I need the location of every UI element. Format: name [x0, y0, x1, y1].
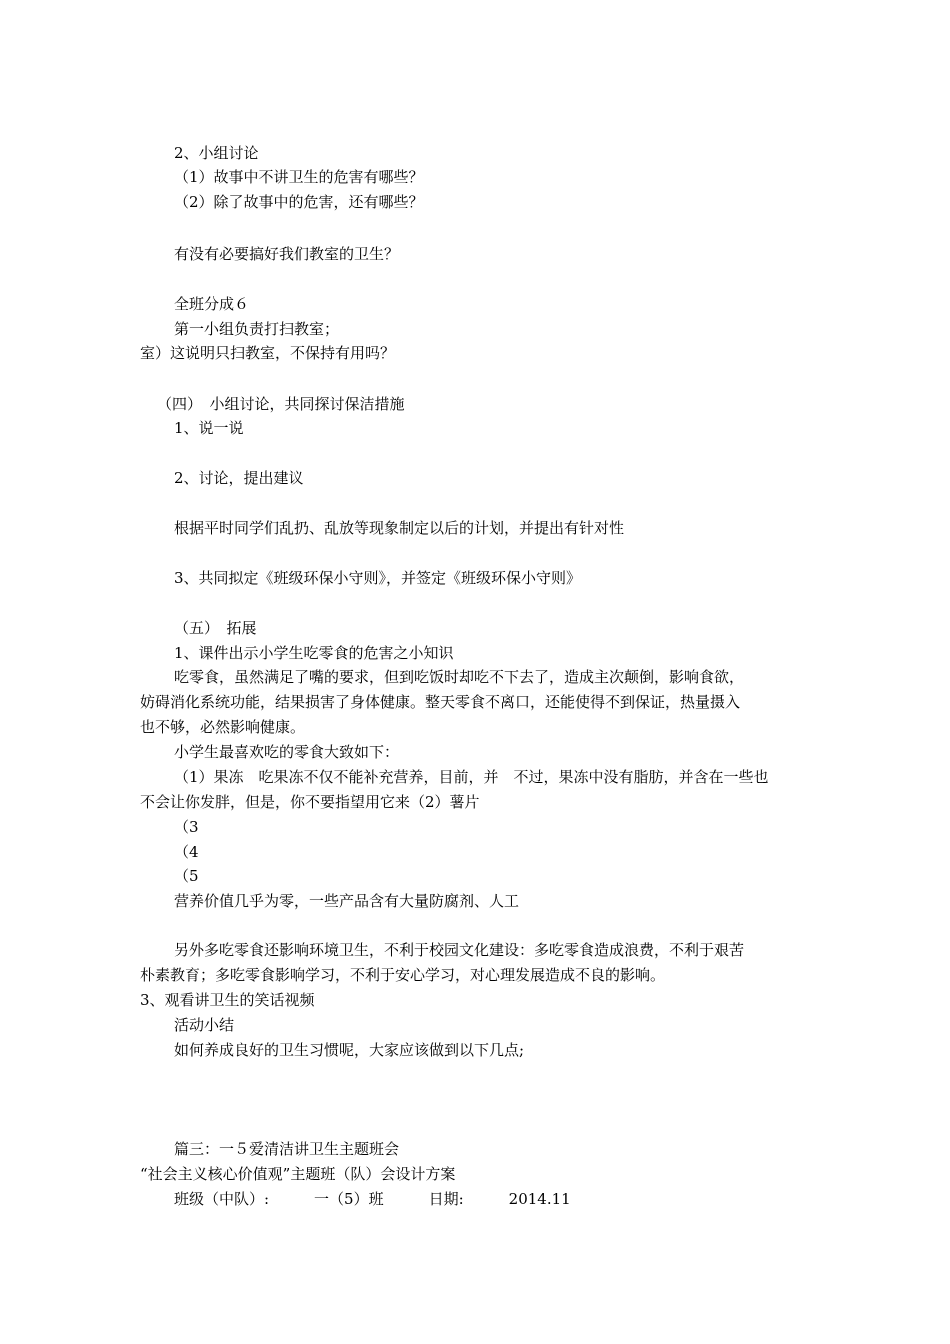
section-heading: （五） 拓展 — [174, 619, 257, 637]
question-item: （1）故事中不讲卫生的危害有哪些？ — [174, 168, 424, 186]
paragraph-line: （1）果冻 吃果冻不仅不能补充营养，目前，并 不过，果冻中没有脂肪，并含在一些也 — [174, 768, 769, 786]
paragraph-line: 吃零食，虽然满足了嘴的要求，但到吃饭时却吃不下去了，造成主次颠倒，影响食欲， — [174, 668, 745, 686]
question-item: （2）除了故事中的危害，还有哪些？ — [174, 193, 424, 211]
paragraph-line: 如何养成良好的卫生习惯呢，大家应该做到以下几点; — [174, 1041, 525, 1059]
paragraph-line: 室）这说明只扫教室，不保持有用吗？ — [140, 344, 396, 362]
paragraph-line: 全班分成６ — [174, 295, 250, 313]
paragraph-line: 小学生最喜欢吃的零食大致如下： — [174, 743, 400, 761]
list-item: （3 — [174, 818, 199, 836]
list-item: 1、课件出示小学生吃零食的危害之小知识 — [174, 644, 454, 662]
section-heading: 活动小结 — [174, 1016, 235, 1034]
plan-title: “社会主义核心价值观”主题班（队）会设计方案 — [140, 1165, 456, 1183]
section-heading: 2、小组讨论 — [174, 144, 259, 162]
section-heading: （四） 小组讨论，共同探讨保洁措施 — [157, 395, 405, 413]
list-item: 3、共同拟定《班级环保小守则》，并签定《班级环保小守则》 — [174, 569, 582, 587]
paragraph-line: 不会让你发胖，但是，你不要指望用它来（2）薯片 — [140, 793, 480, 811]
chapter-title: 篇三：一５爱清洁讲卫生主题班会 — [174, 1140, 400, 1158]
list-item: 1、说一说 — [174, 419, 244, 437]
paragraph-line: 根据平时同学们乱扔、乱放等现象制定以后的计划，并提出有针对性 — [174, 519, 625, 537]
list-item: 3、观看讲卫生的笑话视频 — [140, 991, 315, 1009]
paragraph-line: 有没有必要搞好我们教室的卫生？ — [174, 245, 400, 263]
list-item: （5 — [174, 867, 199, 885]
paragraph-line: 也不够，必然影响健康。 — [140, 718, 306, 736]
paragraph-line: 另外多吃零食还影响环境卫生，不利于校园文化建设：多吃零食造成浪费，不利于艰苦 — [174, 941, 745, 959]
class-info-line: 班级（中队）: 一（5）班 日期: 2014.11 — [174, 1190, 571, 1208]
paragraph-line: 营养价值几乎为零，一些产品含有大量防腐剂、人工 — [174, 892, 520, 910]
paragraph-line: 朴素教育；多吃零食影响学习，不利于安心学习，对心理发展造成不良的影响。 — [140, 966, 666, 984]
paragraph-line: 第一小组负责打扫教室； — [174, 320, 340, 338]
list-item: （4 — [174, 843, 199, 861]
list-item: 2、讨论，提出建议 — [174, 469, 304, 487]
paragraph-line: 妨碍消化系统功能，结果损害了身体健康。整天零食不离口，还能使得不到保证，热量摄入 — [140, 693, 741, 711]
